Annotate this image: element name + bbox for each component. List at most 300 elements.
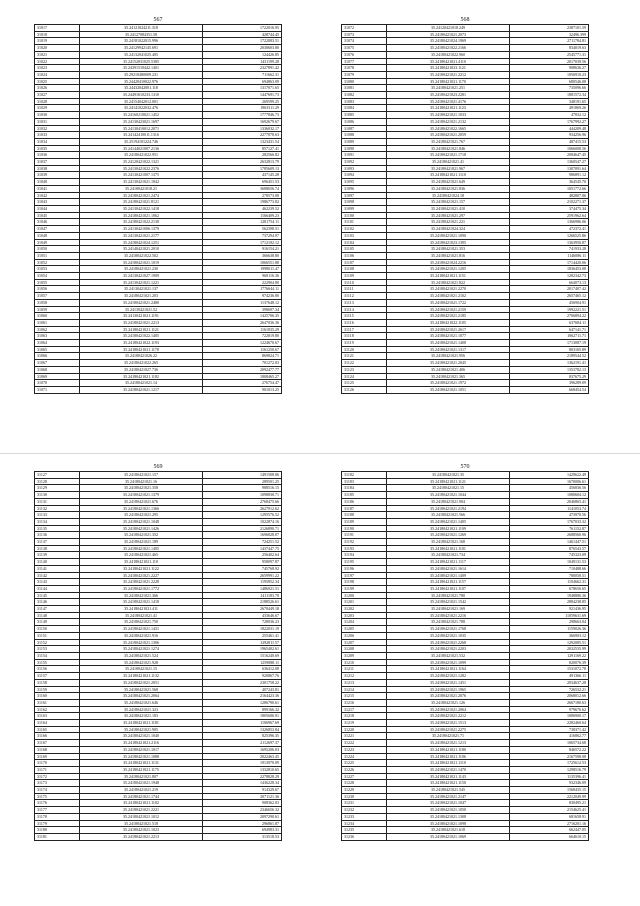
row-id-cell: 31174 <box>35 787 80 794</box>
table-row <box>35 706 282 713</box>
code-cell: 35.24180421021.1614 <box>387 565 510 572</box>
row-id-cell: 31225 <box>342 760 387 767</box>
value-cell: 1065734.68 <box>510 740 589 747</box>
code-cell: 35.24180421021.734 <box>387 552 510 559</box>
code-cell: 35.24180421021.71 <box>387 733 510 740</box>
value-cell: 433646.67 <box>203 612 282 619</box>
row-id-cell: 31186 <box>342 498 387 505</box>
table-row <box>342 246 589 253</box>
table-row <box>342 572 589 579</box>
value-cell: 2046865.41 <box>510 498 589 505</box>
value-cell: 428744.45 <box>203 31 282 38</box>
value-cell: 761152.87 <box>510 525 589 532</box>
row-id-cell: 31026 <box>35 85 80 92</box>
row-id-cell: 31112 <box>342 293 387 300</box>
code-cell: 35.24180421021.15 <box>387 485 510 492</box>
table-row <box>342 199 589 206</box>
value-cell: 834019.63 <box>510 45 589 52</box>
value-cell: 1722083.51 <box>203 38 282 45</box>
value-cell: 1286790.61 <box>203 699 282 706</box>
table-row <box>342 599 589 606</box>
row-id-cell: 31118 <box>342 333 387 340</box>
table-row <box>35 760 282 767</box>
value-cell: 222904.80 <box>203 279 282 286</box>
code-cell: 35.24180421021.203 <box>80 293 203 300</box>
table-row <box>342 313 589 320</box>
code-cell: 35.24180421021.16 <box>80 478 203 485</box>
value-cell: 1135396.41 <box>510 773 589 780</box>
code-cell: 35.24180421021.1157 <box>387 579 510 586</box>
row-id-cell: 31155 <box>35 659 80 666</box>
table-row <box>35 239 282 246</box>
value-cell: 1808465.27 <box>203 373 282 380</box>
code-cell: 35.24121024211.318 <box>80 25 203 32</box>
code-cell: 35.24180421021.2213 <box>80 833 203 840</box>
table-row <box>35 545 282 552</box>
code-cell: 35.24180421021.1408 <box>387 340 510 347</box>
code-cell: 35.24180421021.816 <box>387 252 510 259</box>
value-cell: 2017039.56 <box>510 58 589 65</box>
value-cell: 1362191.41 <box>510 360 589 367</box>
table-row <box>35 152 282 159</box>
row-id-cell: 31023 <box>35 65 80 72</box>
row-id-cell: 31086 <box>342 118 387 125</box>
row-id-cell: 31097 <box>342 192 387 199</box>
code-cell: 35.24180421021.1274 <box>80 646 203 653</box>
row-id-cell: 31042 <box>35 192 80 199</box>
row-id-cell: 31075 <box>342 45 387 52</box>
table-row <box>35 498 282 505</box>
row-id-cell: 31185 <box>342 492 387 499</box>
value-cell: 1332810.65 <box>203 766 282 773</box>
code-cell: 35.24180421021.410 <box>387 205 510 212</box>
code-cell: 35.24180421021.2185 <box>387 313 510 320</box>
value-cell: 1777846.73 <box>203 112 282 119</box>
code-cell: 35.24180421021.676 <box>80 498 203 505</box>
row-id-cell: 31029 <box>35 105 80 112</box>
row-id-cell: 31036 <box>35 152 80 159</box>
row-id-cell: 31052 <box>35 259 80 266</box>
code-cell: 35.24180421021.568 <box>80 686 203 693</box>
code-cell: 35.24180421021.2064 <box>387 706 510 713</box>
value-cell: 255461.41 <box>203 632 282 639</box>
table-row <box>35 713 282 720</box>
table-row <box>342 152 589 159</box>
row-id-cell: 31051 <box>35 252 80 259</box>
table-row <box>342 92 589 99</box>
table-row <box>342 333 589 340</box>
row-id-cell: 31140 <box>35 559 80 566</box>
value-cell: 1805606.91 <box>203 713 282 720</box>
value-cell: 1195852.34 <box>203 579 282 586</box>
table-row <box>35 65 282 72</box>
value-cell: 1713087.19 <box>510 340 589 347</box>
value-cell: 1056910.23 <box>510 71 589 78</box>
code-cell: 35.24130421007.1375 <box>80 172 203 179</box>
code-cell: 35.24180421022.1105 <box>387 319 510 326</box>
value-cell: 986891.12 <box>510 172 589 179</box>
row-id-cell: 31157 <box>35 673 80 680</box>
row-id-cell: 31043 <box>35 199 80 206</box>
row-id-cell: 31208 <box>342 646 387 653</box>
code-cell: 35.24180421021.904 <box>387 498 510 505</box>
table-row <box>342 820 589 827</box>
table-row <box>342 165 589 172</box>
row-id-cell: 31102 <box>342 226 387 233</box>
code-cell: 35.24180421021.1181 <box>80 720 203 727</box>
code-cell: 35.24180421021.1164 <box>387 666 510 673</box>
code-cell: 35.24180421021.2212 <box>387 71 510 78</box>
table-row <box>342 753 589 760</box>
row-id-cell: 31045 <box>35 212 80 219</box>
table-row <box>342 45 589 52</box>
code-cell: 35.24127084351.58 <box>80 31 203 38</box>
table-row <box>35 273 282 280</box>
value-cell: 1066551.88 <box>203 259 282 266</box>
page-number: 567 <box>153 17 163 23</box>
value-cell: 1998011.47 <box>203 266 282 273</box>
code-cell: 35.24180421021.1019 <box>80 259 203 266</box>
row-id-cell: 31054 <box>35 273 80 280</box>
table-row <box>342 545 589 552</box>
row-id-cell: 31156 <box>35 666 80 673</box>
code-cell: 35.24180421022.951 <box>80 152 203 159</box>
table-row <box>35 780 282 787</box>
table-row <box>35 172 282 179</box>
table-row <box>342 38 589 45</box>
row-id-cell: 31148 <box>35 612 80 619</box>
row-id-cell: 31116 <box>342 319 387 326</box>
table-row <box>35 85 282 92</box>
table-row <box>342 386 589 393</box>
code-cell: 35.24130421021.1191 <box>80 313 203 320</box>
sheet-top <box>0 0 640 452</box>
page-number: 570 <box>460 464 470 470</box>
table-row <box>35 286 282 293</box>
code-cell: 35.24180421021.1513 <box>387 720 510 727</box>
value-cell: 803165.89 <box>510 346 589 353</box>
table-row <box>35 512 282 519</box>
row-id-cell: 31093 <box>342 165 387 172</box>
code-cell: 35.24180421021.2617 <box>387 326 510 333</box>
table-row <box>35 299 282 306</box>
table-row <box>342 766 589 773</box>
table-row <box>35 279 282 286</box>
table-row <box>35 159 282 166</box>
row-id-cell: 31221 <box>342 733 387 740</box>
value-cell: 1696828.07 <box>203 532 282 539</box>
table-row <box>342 306 589 313</box>
row-id-cell: 31214 <box>342 686 387 693</box>
row-id-cell: 31218 <box>342 713 387 720</box>
code-cell: 35.24180421024.2216 <box>387 259 510 266</box>
table-row <box>35 820 282 827</box>
row-id-cell: 31072 <box>342 25 387 32</box>
code-cell: 35.24180421021.1143 <box>387 773 510 780</box>
table-row <box>35 380 282 387</box>
table-row <box>35 25 282 32</box>
row-id-cell: 31085 <box>342 112 387 119</box>
row-id-cell: 31197 <box>342 572 387 579</box>
code-cell: 35.24130421027.1909 <box>80 273 203 280</box>
value-cell: 396289.09 <box>510 380 589 387</box>
row-id-cell: 31094 <box>342 172 387 179</box>
table-row <box>35 78 282 85</box>
value-cell: 2017407.42 <box>510 286 589 293</box>
row-id-cell: 31020 <box>35 45 80 52</box>
row-id-cell: 31176 <box>35 800 80 807</box>
table-row <box>35 639 282 646</box>
row-id-cell: 31199 <box>342 585 387 592</box>
row-id-cell: 31032 <box>35 125 80 132</box>
table-row <box>35 485 282 492</box>
table-row <box>342 293 589 300</box>
row-id-cell: 31038 <box>35 165 80 172</box>
value-cell: 2189544.52 <box>510 353 589 360</box>
value-cell: 988516.15 <box>203 485 282 492</box>
value-cell: 1051772.66 <box>510 185 589 192</box>
code-cell: 35.24180421021.406 <box>387 366 510 373</box>
value-cell: 1486921.51 <box>203 585 282 592</box>
table-row <box>342 185 589 192</box>
row-id-cell: 31055 <box>35 279 80 286</box>
row-id-cell: 31139 <box>35 552 80 559</box>
code-cell: 35.24180421021.1972 <box>387 380 510 387</box>
table-row <box>342 478 589 485</box>
table-row <box>35 733 282 740</box>
value-cell: 437145.28 <box>203 172 282 179</box>
table-row <box>342 699 589 706</box>
row-id-cell: 31034 <box>35 138 80 145</box>
code-cell: 35.24180421021.1451 <box>387 679 510 686</box>
table-row <box>35 686 282 693</box>
row-id-cell: 31053 <box>35 266 80 273</box>
code-cell: 35.24180421021.1308 <box>387 813 510 820</box>
table-row <box>35 132 282 139</box>
code-cell: 35.24180421021.524 <box>80 652 203 659</box>
code-cell: 35.24180421021.157 <box>80 472 203 479</box>
value-cell: 694863.09 <box>203 78 282 85</box>
value-cell: 1066008.56 <box>510 145 589 152</box>
value-cell: 2711784.81 <box>510 38 589 45</box>
table-row <box>35 693 282 700</box>
code-cell: 35.25194101224.746 <box>80 138 203 145</box>
page-567 <box>34 16 282 394</box>
table-row <box>342 787 589 794</box>
row-id-cell: 31069 <box>35 373 80 380</box>
code-cell: 35.24180421021.251 <box>387 85 510 92</box>
table-row <box>342 585 589 592</box>
row-id-cell: 31126 <box>342 386 387 393</box>
row-id-cell: 31090 <box>342 145 387 152</box>
row-id-cell: 31192 <box>342 539 387 546</box>
value-cell: 2068012.66 <box>510 693 589 700</box>
value-cell: 1725612.53 <box>510 760 589 767</box>
code-cell: 35.24180421021.1175 <box>80 766 203 773</box>
code-cell: 35.24180421021.1409 <box>387 572 510 579</box>
table-row <box>342 232 589 239</box>
table-row <box>35 699 282 706</box>
code-cell: 35.24180421021.566 <box>387 512 510 519</box>
row-id-cell: 31223 <box>342 746 387 753</box>
value-cell: 2126890.71 <box>203 525 282 532</box>
table-row <box>35 205 282 212</box>
code-cell: 35.24180421021.1269 <box>387 532 510 539</box>
code-cell: 35.24180421021.518 <box>80 820 203 827</box>
table-row <box>35 766 282 773</box>
value-cell: 1159026.36 <box>510 626 589 633</box>
table-row <box>342 498 589 505</box>
table-row <box>342 31 589 38</box>
table-row <box>35 165 282 172</box>
table-row <box>35 246 282 253</box>
table-row <box>35 373 282 380</box>
code-cell: 35.24180421021.1151 <box>387 273 510 280</box>
code-cell: 35.24180421021.1101 <box>387 545 510 552</box>
value-cell: 2647036.36 <box>203 319 282 326</box>
table-row <box>35 793 282 800</box>
code-cell: 35.24180421021.545 <box>387 787 510 794</box>
code-cell: 35.24180421021.189 <box>80 539 203 546</box>
row-id-cell: 31058 <box>35 299 80 306</box>
value-cell: 1836453.08 <box>510 266 589 273</box>
table-row <box>342 652 589 659</box>
row-id-cell: 31198 <box>342 579 387 586</box>
row-id-cell: 31209 <box>342 652 387 659</box>
row-id-cell: 31084 <box>342 105 387 112</box>
value-cell: 472372.41 <box>510 226 589 233</box>
row-id-cell: 31216 <box>342 699 387 706</box>
code-cell: 35.24180421021.967 <box>387 165 510 172</box>
row-id-cell: 31195 <box>342 559 387 566</box>
row-id-cell: 31046 <box>35 219 80 226</box>
table-row <box>35 619 282 626</box>
code-cell: 35.24180421021.1107 <box>387 585 510 592</box>
table-row <box>35 612 282 619</box>
table-row <box>342 380 589 387</box>
table-row <box>342 65 589 72</box>
value-cell: 1317071.65 <box>203 85 282 92</box>
value-cell: 901013.25 <box>203 386 282 393</box>
row-id-cell: 31120 <box>342 346 387 353</box>
row-id-cell: 31135 <box>35 525 80 532</box>
table-row <box>35 340 282 347</box>
table-row <box>35 652 282 659</box>
table-row <box>342 286 589 293</box>
row-id-cell: 31057 <box>35 293 80 300</box>
row-id-cell: 31081 <box>342 85 387 92</box>
code-cell: 35.24180421022.2130 <box>80 219 203 226</box>
row-id-cell: 31064 <box>35 340 80 347</box>
table-row <box>342 226 589 233</box>
value-cell: 2212049.99 <box>510 793 589 800</box>
row-id-cell: 31017 <box>35 25 80 32</box>
value-cell: 934256.96 <box>510 132 589 139</box>
code-cell: 35.24180421022.1665 <box>387 125 510 132</box>
value-cell: 456904.91 <box>510 299 589 306</box>
value-cell: 728036.23 <box>203 619 282 626</box>
row-id-cell: 31025 <box>35 78 80 85</box>
code-cell: 35.24180421021.1150 <box>387 780 510 787</box>
table-row <box>35 138 282 145</box>
value-cell: 2346656.32 <box>203 807 282 814</box>
code-cell: 35.24160210021.1452 <box>80 112 203 119</box>
table-row <box>35 319 282 326</box>
code-cell: 35.24180421021.4176 <box>387 98 510 105</box>
row-id-cell: 31068 <box>35 366 80 373</box>
code-cell: 35.24180421021.916 <box>80 632 203 639</box>
code-cell: 35.24180421021.1048 <box>80 518 203 525</box>
value-cell: 968116.36 <box>203 273 282 280</box>
data-table <box>341 24 589 394</box>
table-row <box>35 579 282 586</box>
table-row <box>35 532 282 539</box>
row-id-cell: 31114 <box>342 306 387 313</box>
row-id-cell: 31101 <box>342 219 387 226</box>
value-cell: 32496.399 <box>510 31 589 38</box>
row-id-cell: 31109 <box>342 273 387 280</box>
code-cell: 35.24180421021.2076 <box>387 693 510 700</box>
row-id-cell: 31125 <box>342 380 387 387</box>
code-cell: 35.24180421018.21 <box>80 185 203 192</box>
code-cell: 35.24180421021.1110 <box>387 172 510 179</box>
table-row <box>342 118 589 125</box>
row-id-cell: 31104 <box>342 239 387 246</box>
page-number: 569 <box>153 464 163 470</box>
table-row <box>35 599 282 606</box>
row-id-cell: 31115 <box>342 313 387 320</box>
value-cell: 668454.54 <box>510 386 589 393</box>
code-cell: 35.24180421021.2147 <box>387 793 510 800</box>
page-number: 568 <box>460 17 470 23</box>
table-row <box>342 539 589 546</box>
row-id-cell: 31040 <box>35 179 80 186</box>
row-id-cell: 31070 <box>35 380 80 387</box>
row-id-cell: 31184 <box>342 485 387 492</box>
value-cell: 1080604.12 <box>510 492 589 499</box>
table-row <box>342 579 589 586</box>
code-cell: 35.24180421022.2166 <box>387 45 510 52</box>
value-cell: 780058.51 <box>510 572 589 579</box>
value-cell: 908362.03 <box>203 800 282 807</box>
row-id-cell: 31030 <box>35 112 80 119</box>
code-cell: 35.24180421021.1282 <box>387 673 510 680</box>
code-cell: 35.24180421021.1035 <box>387 632 510 639</box>
row-id-cell: 31105 <box>342 246 387 253</box>
code-cell: 35.24180421021.2227 <box>80 572 203 579</box>
code-cell: 35.24180421021.905 <box>80 726 203 733</box>
value-cell: 2277078.63 <box>203 132 282 139</box>
row-id-cell: 31166 <box>35 733 80 740</box>
value-cell: 366903.12 <box>510 632 589 639</box>
row-id-cell: 31060 <box>35 313 80 320</box>
code-cell: 35.24180421021.230 <box>80 266 203 273</box>
row-id-cell: 31158 <box>35 679 80 686</box>
table-row <box>342 212 589 219</box>
row-id-cell: 31168 <box>35 746 80 753</box>
code-cell: 35.24180421021.2102 <box>387 293 510 300</box>
row-id-cell: 31079 <box>342 71 387 78</box>
code-cell: 35.24180421021.2116 <box>80 740 203 747</box>
row-id-cell: 31110 <box>342 279 387 286</box>
table-row <box>342 299 589 306</box>
row-id-cell: 31224 <box>342 753 387 760</box>
row-id-cell: 31099 <box>342 205 387 212</box>
value-cell: 278573.08 <box>203 192 282 199</box>
table-row <box>342 793 589 800</box>
code-cell: 35.24144021007.2136 <box>80 145 203 152</box>
row-id-cell: 31033 <box>35 132 80 139</box>
